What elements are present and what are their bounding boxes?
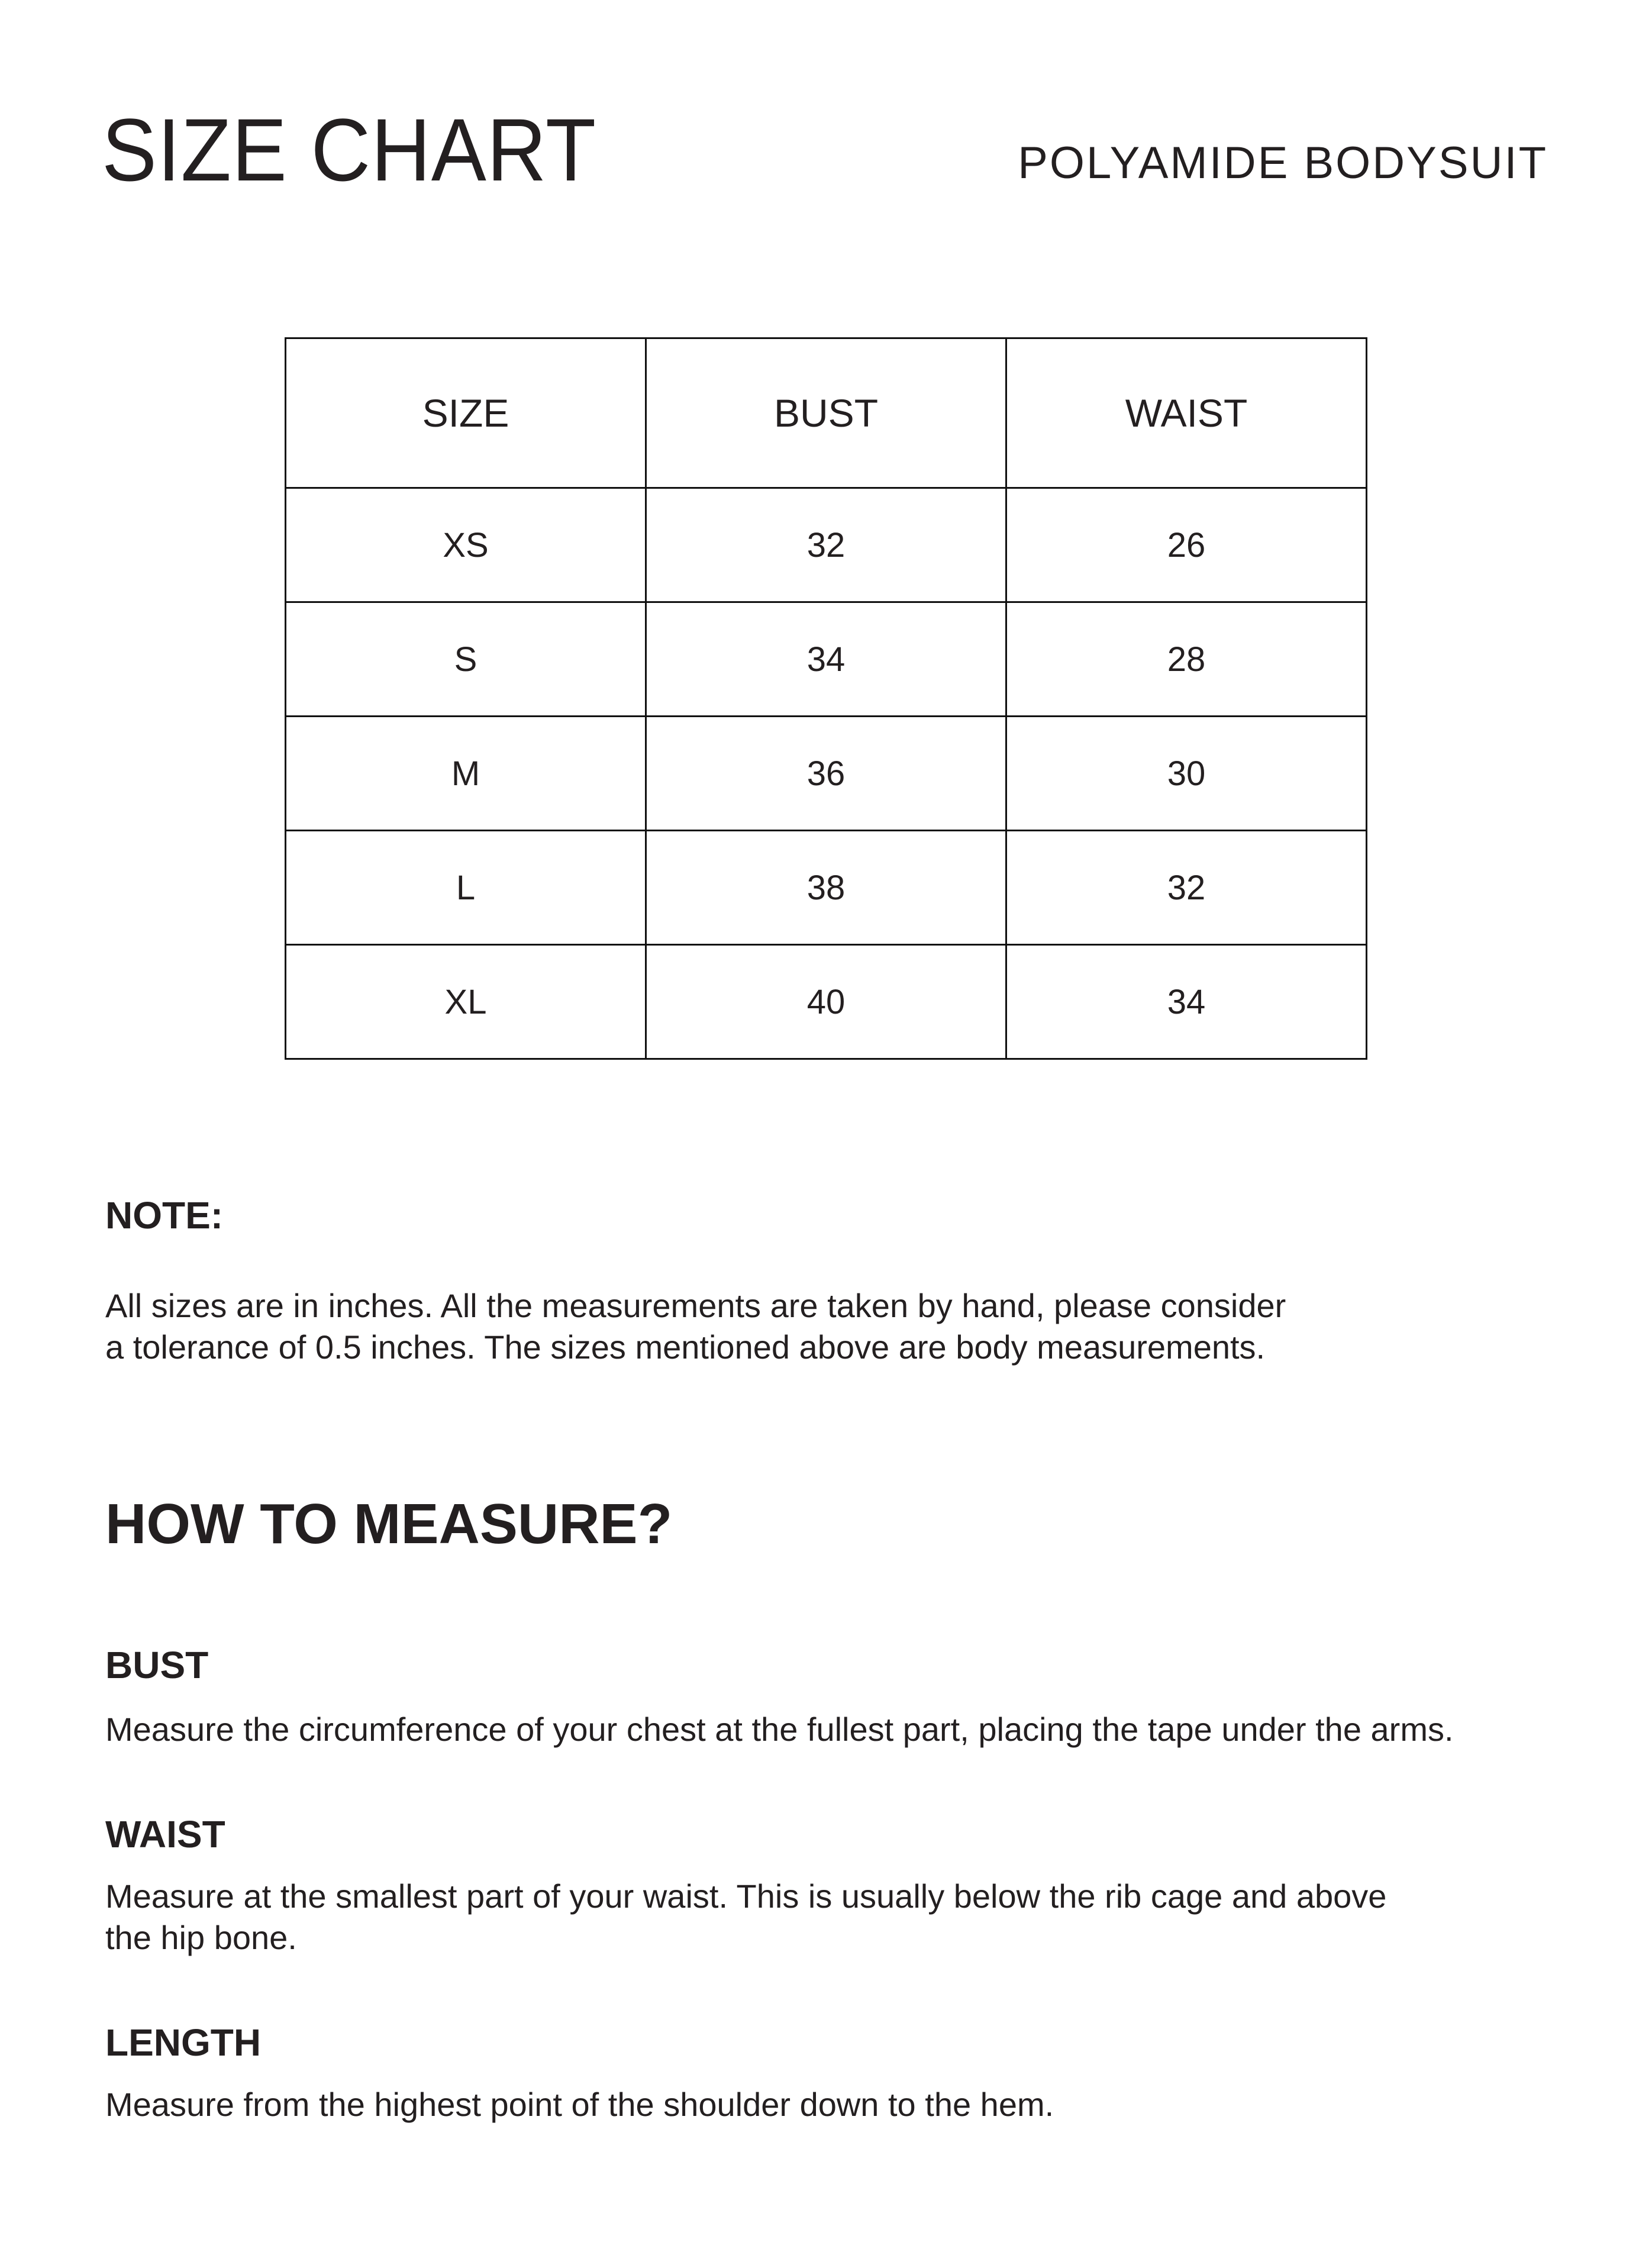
instruction-line: Measure the circumference of your chest at the fullest part, placing the tape under the arms. (105, 1711, 1454, 1748)
length-instruction-heading: LENGTH (105, 2021, 262, 2064)
size-cell: XS (286, 488, 646, 602)
bust-instruction-text (105, 1709, 1555, 1750)
bust-cell: 36 (646, 717, 1006, 831)
note-line: All sizes are in inches. All the measurements are taken by hand, please consider (105, 1287, 1286, 1324)
table-row (286, 717, 1367, 831)
table-header-row (286, 338, 1367, 488)
size-cell: XL (286, 945, 646, 1059)
waist-cell: 32 (1006, 831, 1367, 945)
how-to-measure-heading: HOW TO MEASURE? (105, 1492, 673, 1556)
table-row (286, 945, 1367, 1059)
waist-instruction-text (105, 1876, 1555, 1959)
bust-cell: 32 (646, 488, 1006, 602)
size-cell: M (286, 717, 646, 831)
column-header-waist: WAIST (1006, 338, 1367, 488)
table-row (286, 488, 1367, 602)
waist-cell: 26 (1006, 488, 1367, 602)
table-row (286, 602, 1367, 717)
bust-cell: 40 (646, 945, 1006, 1059)
table-row (286, 831, 1367, 945)
length-instruction-text (105, 2084, 1555, 2125)
instruction-line: Measure from the highest point of the shoulder down to the hem. (105, 2086, 1054, 2123)
bust-instruction-heading: BUST (105, 1644, 209, 1686)
instruction-line: the hip bone. (105, 1919, 297, 1956)
note-heading: NOTE: (105, 1194, 224, 1237)
waist-instruction-heading: WAIST (105, 1813, 225, 1856)
waist-cell: 28 (1006, 602, 1367, 717)
product-name: POLYAMIDE BODYSUIT (1018, 138, 1548, 188)
page-title: SIZE CHART (102, 100, 597, 199)
waist-cell: 34 (1006, 945, 1367, 1059)
note-text (105, 1285, 1466, 1368)
column-header-size: SIZE (286, 338, 646, 488)
size-chart-table (285, 337, 1367, 1060)
bust-cell: 38 (646, 831, 1006, 945)
size-cell: L (286, 831, 646, 945)
size-cell: S (286, 602, 646, 717)
bust-cell: 34 (646, 602, 1006, 717)
column-header-bust: BUST (646, 338, 1006, 488)
note-line: a tolerance of 0.5 inches. The sizes mentioned above are body measurements. (105, 1328, 1266, 1366)
waist-cell: 30 (1006, 717, 1367, 831)
instruction-line: Measure at the smallest part of your waist. This is usually below the rib cage and above (105, 1877, 1387, 1915)
